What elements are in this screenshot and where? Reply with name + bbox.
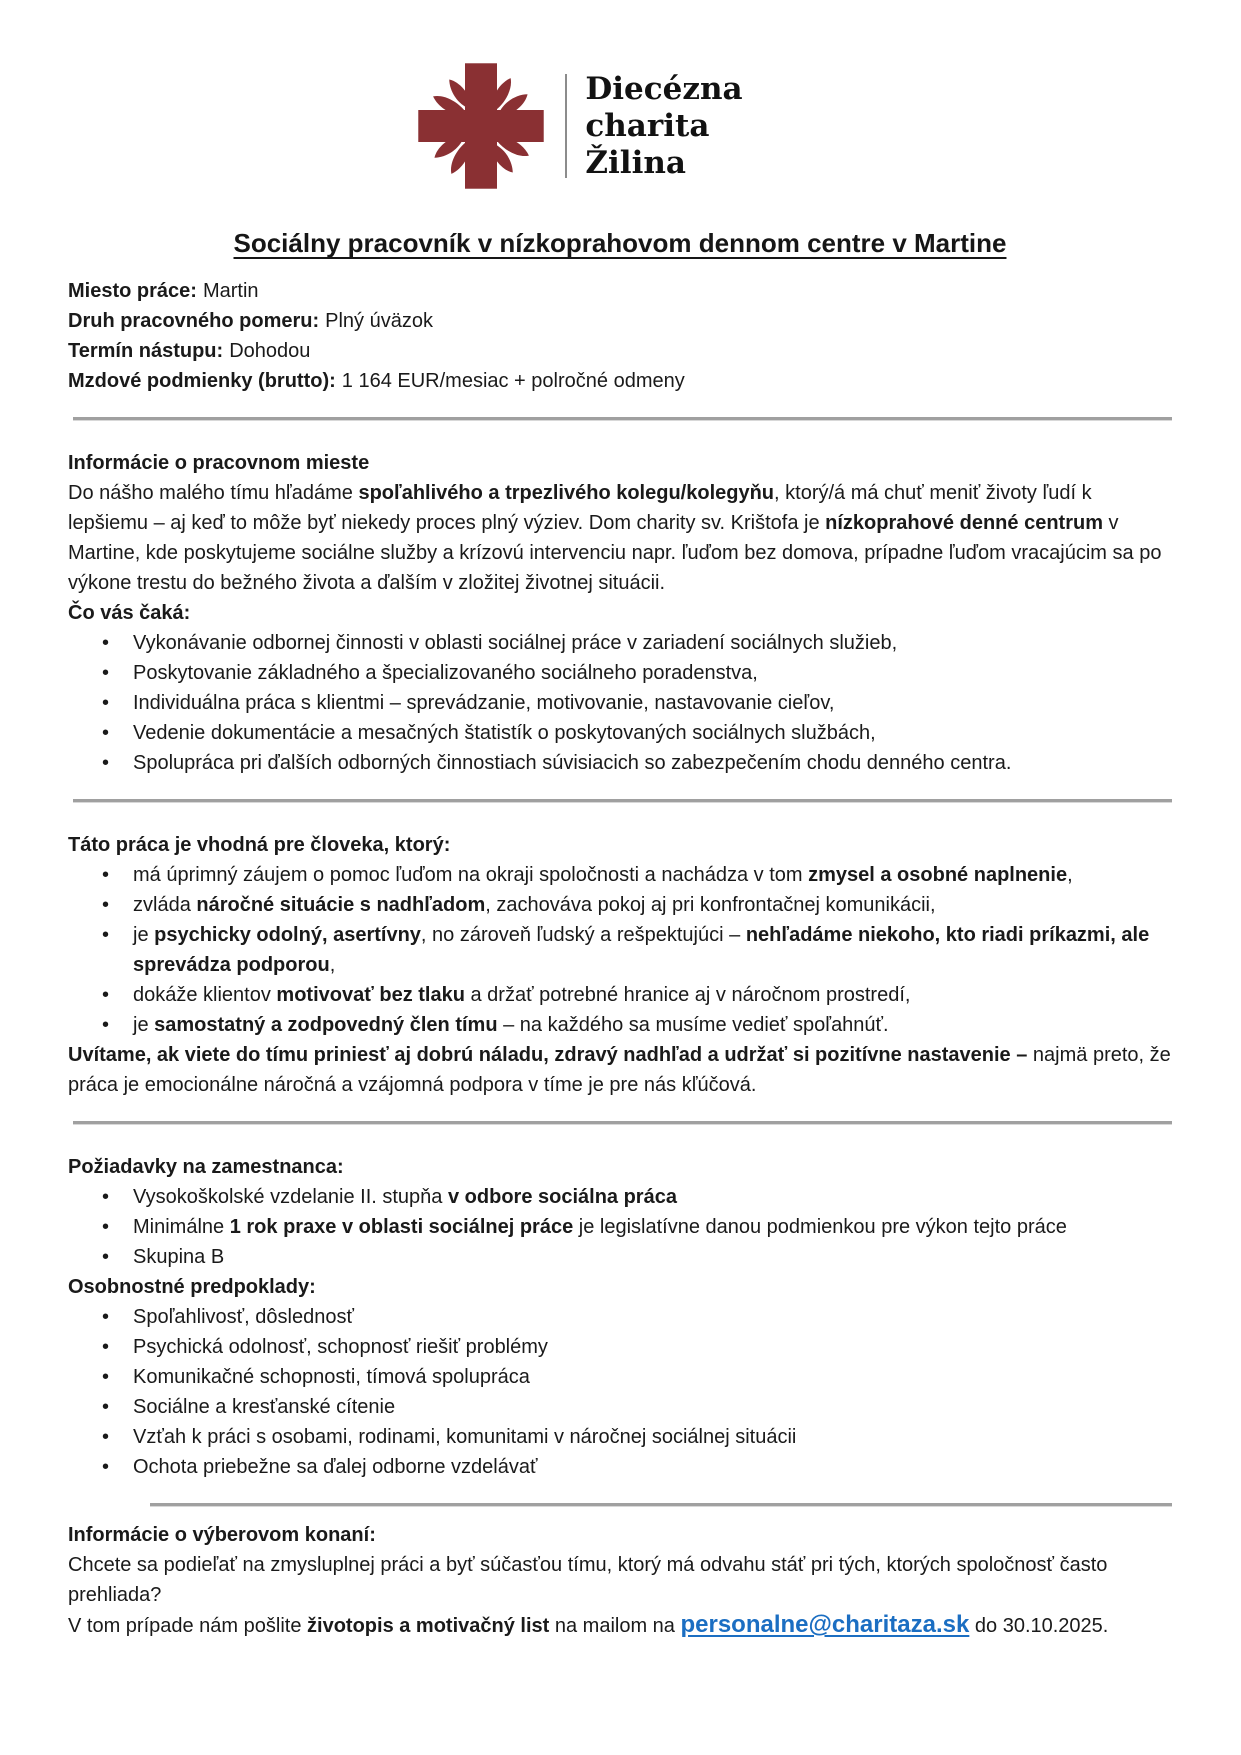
text-segment: Uvítame, ak viete do tímu priniesť aj dobrú náladu, zdravý nadhľad a udržať si pozitívne nastavenie – xyxy=(68,1044,1028,1066)
text-segment: Vzťah k práci s osobami, rodinami, komunitami v náročnej sociálnej situácii xyxy=(133,1426,797,1448)
text-segment: , no zároveň ľudský a rešpektujúci – xyxy=(420,924,746,946)
text-segment: Spoľahlivosť, dôslednosť xyxy=(133,1306,354,1328)
list-item xyxy=(68,1182,1172,1212)
section-heading: Informácie o výberovom konaní: xyxy=(68,1524,376,1546)
section-job-info xyxy=(68,448,1172,778)
text-segment: V tom prípade nám pošlite xyxy=(68,1615,308,1637)
list-item xyxy=(68,860,1172,890)
meta-line-employment-type xyxy=(68,306,1172,336)
section-heading: Informácie o pracovnom mieste xyxy=(68,452,370,474)
text-segment: zmysel a osobné naplnenie xyxy=(808,864,1068,886)
application-instructions xyxy=(68,1610,1172,1641)
list-item xyxy=(68,1452,1172,1482)
list-item xyxy=(68,748,1172,778)
text-segment: , ktorý/á má chuť meniť životy ľudí k lepšiemu – aj keď to môže byť niekedy proces plný výziev. Dom charity sv. Krištofa je xyxy=(68,482,1092,534)
org-name xyxy=(585,71,742,182)
personality-list xyxy=(68,1302,1172,1482)
caritas-cross-flames-icon xyxy=(417,62,545,190)
text-segment: Vysokoškolské vzdelanie II. stupňa xyxy=(133,1186,448,1208)
text-segment: Sociálne a kresťanské cítenie xyxy=(133,1396,396,1418)
list-item xyxy=(68,1010,1172,1040)
text-segment: Komunikačné schopnosti, tímová spolupráca xyxy=(133,1366,530,1388)
section-candidate-fit xyxy=(68,830,1172,1100)
text-segment: Ochota priebežne sa ďalej odborne vzdelávať xyxy=(133,1456,538,1478)
meta-label: Termín nástupu: xyxy=(68,340,224,362)
text-segment: Minimálne xyxy=(133,1216,230,1238)
text-segment: , xyxy=(329,954,336,976)
text-segment: zvláda xyxy=(133,894,197,916)
list-item xyxy=(68,628,1172,658)
candidate-fit-list xyxy=(68,860,1172,1040)
text-segment: psychicky odolný, asertívny xyxy=(154,924,421,946)
text-segment: má úprimný záujem o pomoc ľuďom na okraji spoločnosti a nachádza v tom xyxy=(133,864,809,886)
text-segment: Vedenie dokumentácie a mesačných štatistík o poskytovaných sociálnych službách, xyxy=(133,722,876,744)
tasks-subheading: Čo vás čaká: xyxy=(68,602,191,624)
text-segment: spoľahlivého a trpezlivého kolegu/kolegyňu xyxy=(358,482,775,504)
meta-label: Miesto práce: xyxy=(68,280,197,302)
text-segment: motivovať bez tlaku xyxy=(276,984,465,1006)
meta-label: Druh pracovného pomeru: xyxy=(68,310,320,332)
org-name-line: Diecézna xyxy=(585,70,743,107)
org-logo xyxy=(68,62,1172,190)
text-segment: v odbore sociálna práca xyxy=(447,1186,677,1208)
text-segment: Psychická odolnosť, schopnosť riešiť problémy xyxy=(133,1336,548,1358)
text-segment: najmä preto, že práca je emocionálne náročná a vzájomná podpora v tíme je pre nás kľúčová. xyxy=(68,1044,1171,1096)
text-segment: , zachováva pokoj aj pri konfrontačnej komunikácii, xyxy=(485,894,936,916)
org-logo-inner xyxy=(417,62,742,190)
list-item xyxy=(68,658,1172,688)
text-segment: nízkoprahové denné centrum xyxy=(825,512,1103,534)
text-segment: 1 rok praxe v oblasti sociálnej práce xyxy=(229,1216,574,1238)
requirements-list xyxy=(68,1182,1172,1272)
email-link[interactable]: personalne@charitaza.sk xyxy=(680,1611,970,1638)
job-intro-paragraph xyxy=(68,478,1172,598)
section-heading: Táto práca je vhodná pre človeka, ktorý: xyxy=(68,834,451,856)
meta-label: Mzdové podmienky (brutto): xyxy=(68,370,336,392)
section-divider xyxy=(73,417,1172,421)
text-segment: Chcete sa podieľať na zmysluplnej práci a byť súčasťou tímu, ktorý má odvahu stáť pri tých, ktorých spoločnosť často prehliada? xyxy=(68,1554,1108,1606)
text-segment: Individuálna práca s klientmi – sprevádzanie, motivovanie, nastavovanie cieľov, xyxy=(133,692,835,714)
list-item xyxy=(68,980,1172,1010)
list-item xyxy=(68,688,1172,718)
section-heading: Požiadavky na zamestnanca: xyxy=(68,1156,344,1178)
list-item xyxy=(68,1392,1172,1422)
text-segment: nehľadáme niekoho, kto riadi príkazmi, ale sprevádza podporou xyxy=(133,924,1150,976)
meta-value: 1 164 EUR/mesiac + polročné odmeny xyxy=(341,370,685,392)
text-segment: na mailom na xyxy=(549,1615,681,1637)
meta-line-start-date xyxy=(68,336,1172,366)
meta-value: Dohodou xyxy=(229,340,311,362)
text-segment: Vykonávanie odbornej činnosti v oblasti sociálnej práce v zariadení sociálnych služieb, xyxy=(133,632,898,654)
text-segment: Skupina B xyxy=(133,1246,225,1268)
job-meta xyxy=(68,276,1172,396)
list-item xyxy=(68,1332,1172,1362)
text-segment: Do nášho malého tímu hľadáme xyxy=(68,482,359,504)
text-segment: – na každého sa musíme vedieť spoľahnúť. xyxy=(497,1014,889,1036)
text-segment: je legislatívne danou podmienkou pre výkon tejto práce xyxy=(573,1216,1067,1238)
org-name-line: Žilina xyxy=(585,144,686,181)
list-item xyxy=(68,1242,1172,1272)
list-item xyxy=(68,1362,1172,1392)
section-divider xyxy=(73,1121,1172,1125)
meta-line-location xyxy=(68,276,1172,306)
text-segment: Spolupráca pri ďalších odborných činnostiach súvisiacich so zabezpečením chodu denného centra. xyxy=(133,752,1012,774)
personality-subheading: Osobnostné predpoklady: xyxy=(68,1276,316,1298)
section-selection-process xyxy=(68,1520,1172,1641)
job-tasks-list xyxy=(68,628,1172,778)
text-segment: dokáže klientov xyxy=(133,984,277,1006)
list-item xyxy=(68,890,1172,920)
selection-question-paragraph xyxy=(68,1550,1172,1610)
section-requirements xyxy=(68,1152,1172,1482)
text-segment: a držať potrebné hranice aj v náročnom prostredí, xyxy=(464,984,911,1006)
list-item xyxy=(68,1302,1172,1332)
section-divider xyxy=(73,799,1172,803)
meta-value: Martin xyxy=(202,280,259,302)
text-segment: je xyxy=(133,1014,155,1036)
list-item xyxy=(68,1422,1172,1452)
org-name-line: charita xyxy=(585,107,710,144)
meta-line-salary xyxy=(68,366,1172,396)
list-item xyxy=(68,1212,1172,1242)
text-segment: , xyxy=(1067,864,1073,886)
section-divider xyxy=(150,1503,1172,1507)
list-item xyxy=(68,920,1172,980)
text-segment: samostatný a zodpovedný člen tímu xyxy=(154,1014,498,1036)
text-segment: je xyxy=(133,924,155,946)
list-item xyxy=(68,718,1172,748)
job-title: Sociálny pracovník v nízkoprahovom dennom centre v Martine xyxy=(233,228,1007,258)
meta-value: Plný úväzok xyxy=(325,310,433,332)
text-segment: Poskytovanie základného a špecializovaného sociálneho poradenstva, xyxy=(133,662,758,684)
logo-divider xyxy=(565,74,567,178)
fit-outro-paragraph xyxy=(68,1040,1172,1100)
text-segment: životopis a motivačný list xyxy=(307,1615,550,1637)
text-segment: v Martine, kde poskytujeme sociálne služby a krízovú intervenciu napr. ľuďom bez domova, prípadne ľuďom vracajúcim sa po výkone trestu do bežného života a ďalším v zložitej životnej situácii. xyxy=(68,512,1162,594)
text-segment: náročné situácie s nadhľadom xyxy=(196,894,486,916)
text-segment: do 30.10.2025. xyxy=(969,1615,1109,1637)
